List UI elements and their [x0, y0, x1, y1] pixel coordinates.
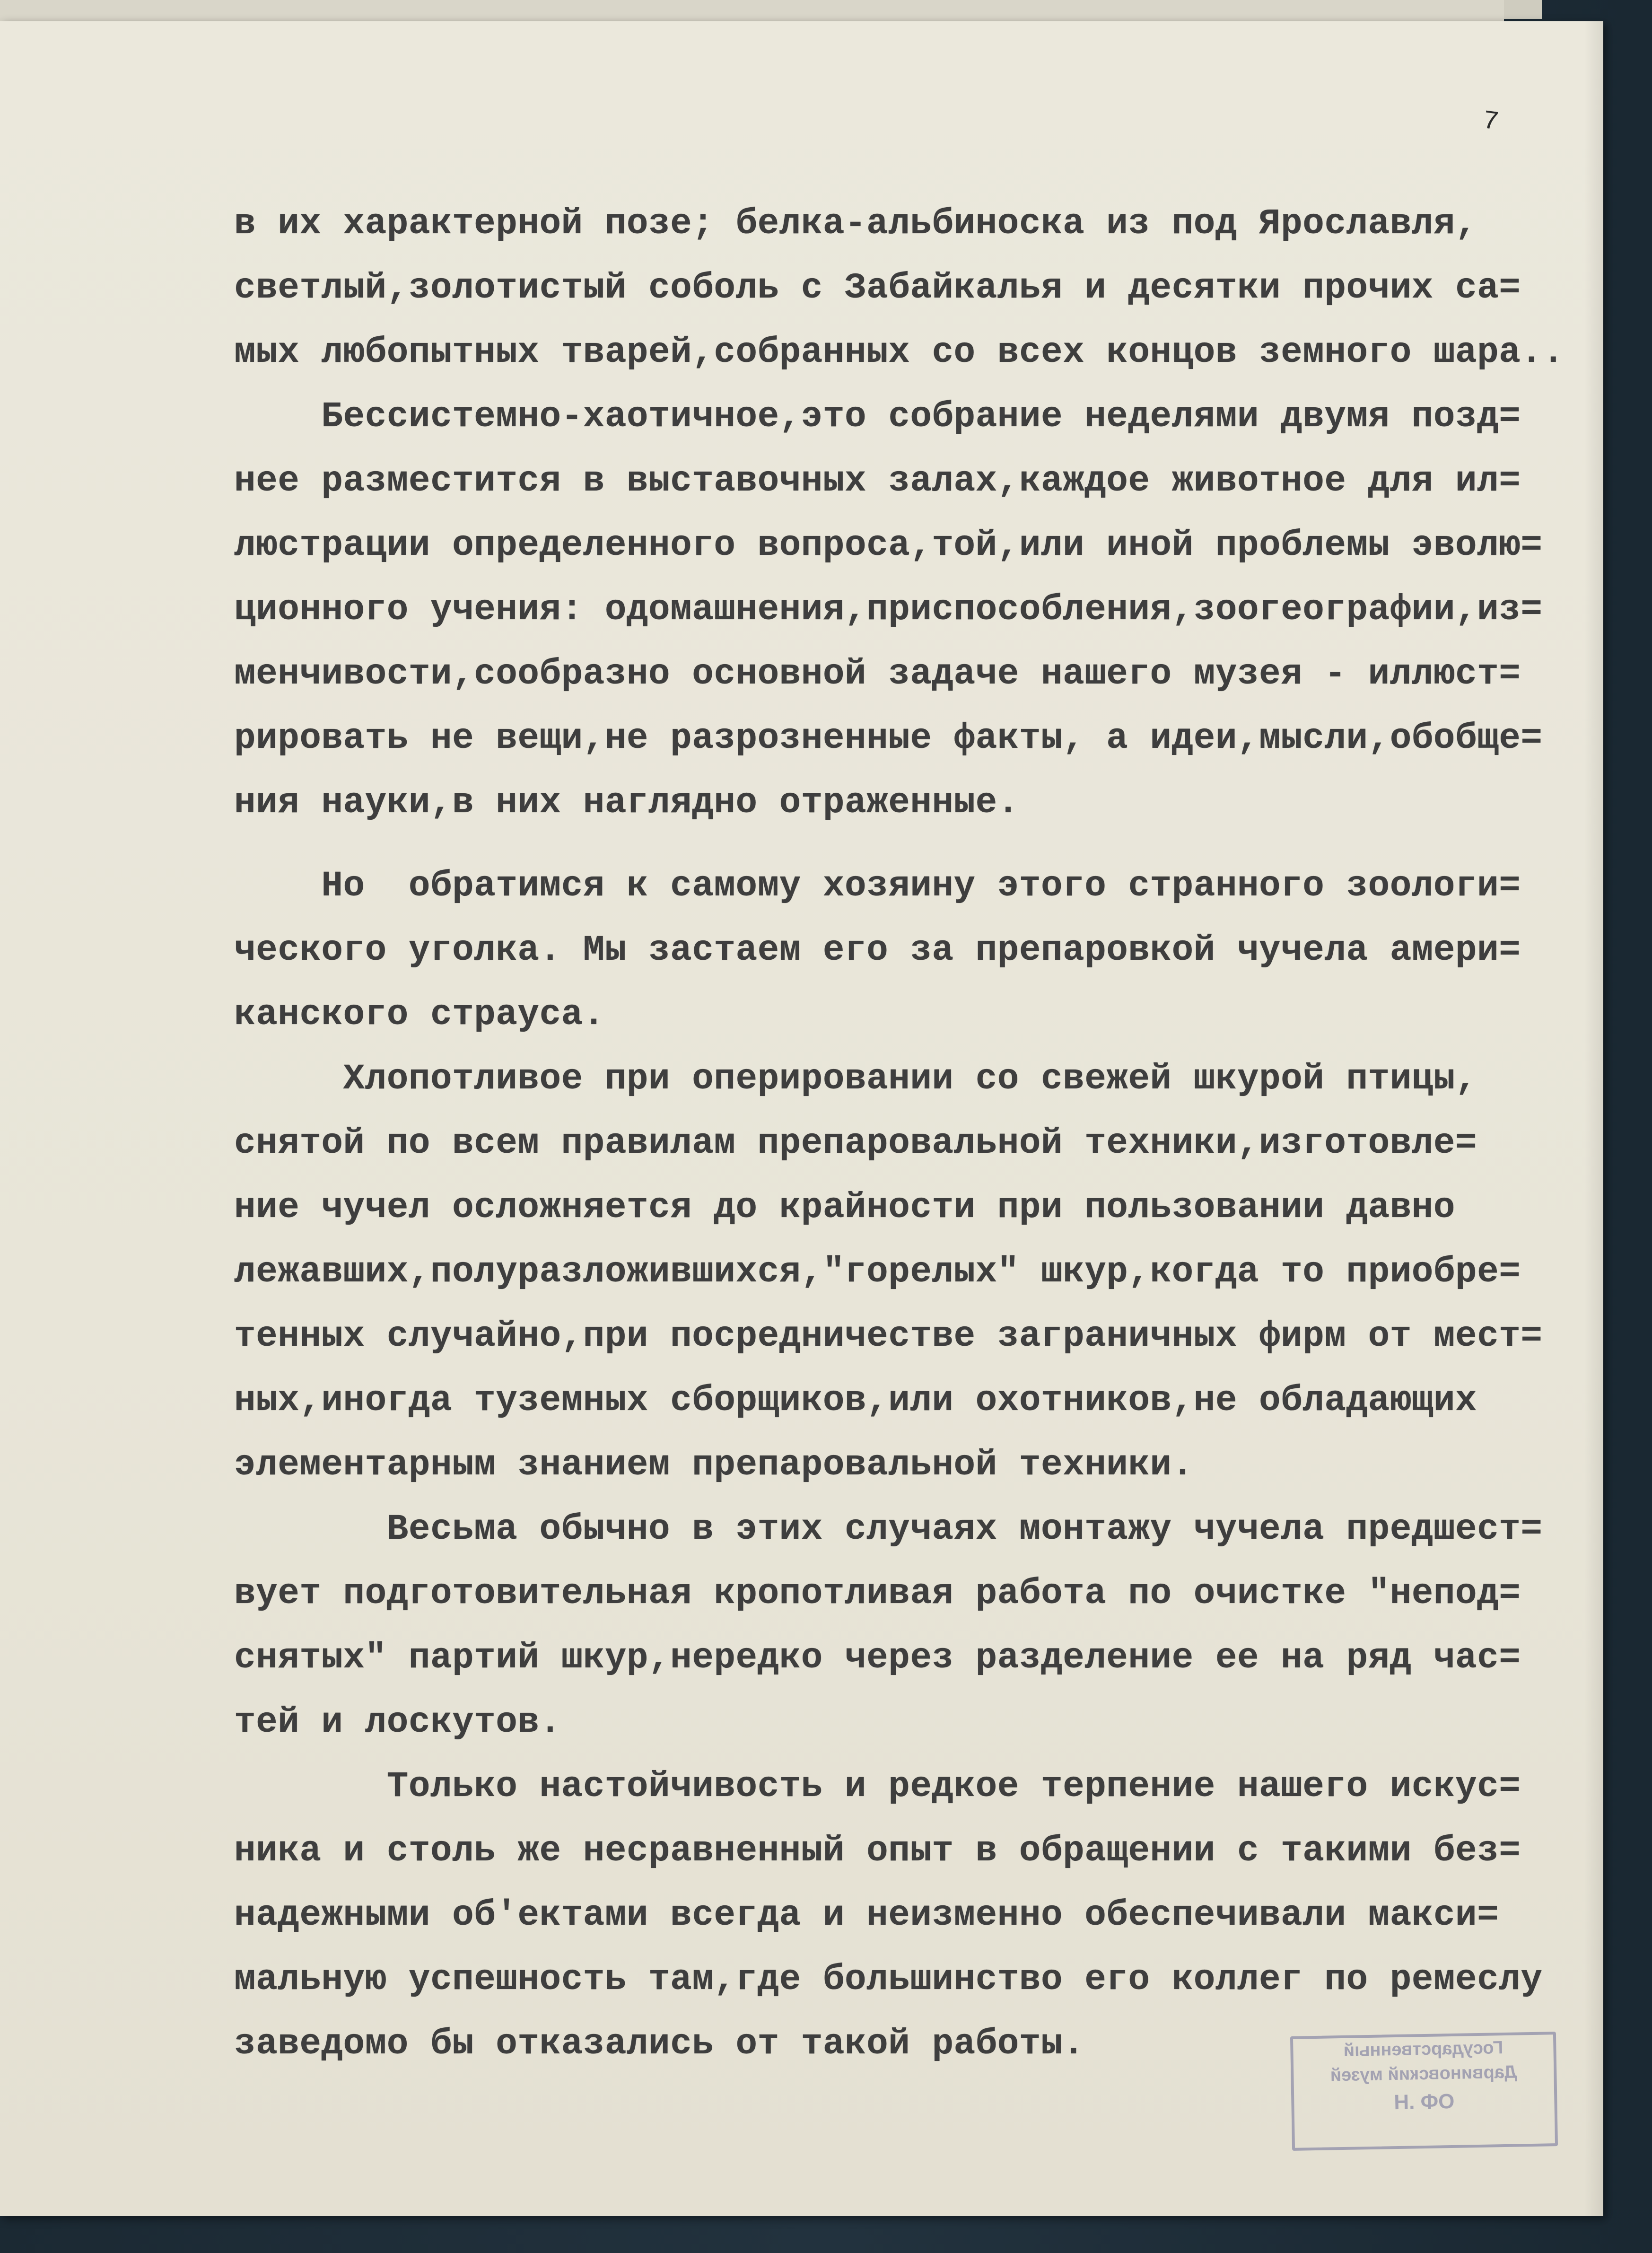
text-line: Весьма обычно в этих случаях монтажу чучела предшест= [234, 1509, 1543, 1550]
text-line: светлый,золотистый соболь с Забайкалья и десятки прочих са= [234, 268, 1521, 308]
text-line: рировать не вещи,не разрозненные факты, а идеи,мысли,обобще= [234, 718, 1543, 759]
text-line: Бессистемно-хаотичное,это собрание неделями двумя позд= [234, 396, 1521, 437]
text-line: снятых" партий шкур,нередко через разделение ее на ряд час= [234, 1638, 1521, 1678]
museum-stamp [1290, 2032, 1558, 2151]
typescript-body [234, 192, 1565, 2076]
text-line: в их характерной позе; белка-альбиноска из под Ярославля, [234, 203, 1477, 244]
stamp-line: Дарвиновский музей [1330, 2062, 1518, 2086]
page-edge-shadow [1584, 21, 1603, 2216]
text-line: надежными об'ектами всегда и неизменно обеспечивали макси= [234, 1895, 1499, 1936]
text-line: ционного учения: одомашнения,приспособления,зоогеографии,из= [234, 589, 1543, 630]
text-line: тенных случайно,при посредничестве заграничных фирм от мест= [234, 1316, 1543, 1357]
text-line: ния науки,в них наглядно отраженные. [234, 782, 1019, 823]
text-line: вует подготовительная кропотливая работа по очистке "непод= [234, 1573, 1521, 1614]
text-line: люстрации определенного вопроса,той,или иной проблемы эволю= [234, 525, 1543, 566]
text-line: тей и лоскутов. [234, 1702, 561, 1743]
stamp-line: Государственный [1343, 2038, 1503, 2060]
text-line: ных,иногда туземных сборщиков,или охотников,не обладающих [234, 1380, 1477, 1421]
stamp-line: Н. ФО [1393, 2089, 1455, 2114]
text-line: ника и столь же несравненный опыт в обращении с такими без= [234, 1831, 1521, 1871]
text-line: ние чучел осложняется до крайности при пользовании давно [234, 1187, 1456, 1228]
text-line: нее разместится в выставочных залах,каждое животное для ил= [234, 461, 1521, 501]
page-number: 7 [1480, 105, 1501, 138]
text-line: менчивости,сообразно основной задаче нашего музея - иллюст= [234, 654, 1521, 694]
text-line: мальную успешность там,где большинство его коллег по ремеслу [234, 1959, 1543, 2000]
text-line: Но обратимся к самому хозяину этого странного зоологи= [234, 866, 1521, 906]
text-line: Только настойчивость и редкое терпение нашего искус= [234, 1766, 1521, 1807]
typescript-page [0, 21, 1603, 2216]
text-line: канского страуса. [234, 994, 605, 1035]
text-line: Хлопотливое при оперировании со свежей шкурой птицы, [234, 1059, 1477, 1099]
text-line: лежавших,полуразложившихся,"горелых" шкур,когда то приобре= [234, 1252, 1521, 1292]
text-line: заведомо бы отказались от такой работы. [234, 2024, 1085, 2064]
text-line: снятой по всем правилам препаровальной техники,изготовле= [234, 1123, 1477, 1164]
text-line: мых любопытных тварей,собранных со всех концов земного шара.. [234, 332, 1565, 373]
text-line: элементарным знанием препаровальной техники. [234, 1445, 1194, 1485]
text-line: ческого уголка. Мы застаем его за препаровкой чучела амери= [234, 930, 1521, 971]
